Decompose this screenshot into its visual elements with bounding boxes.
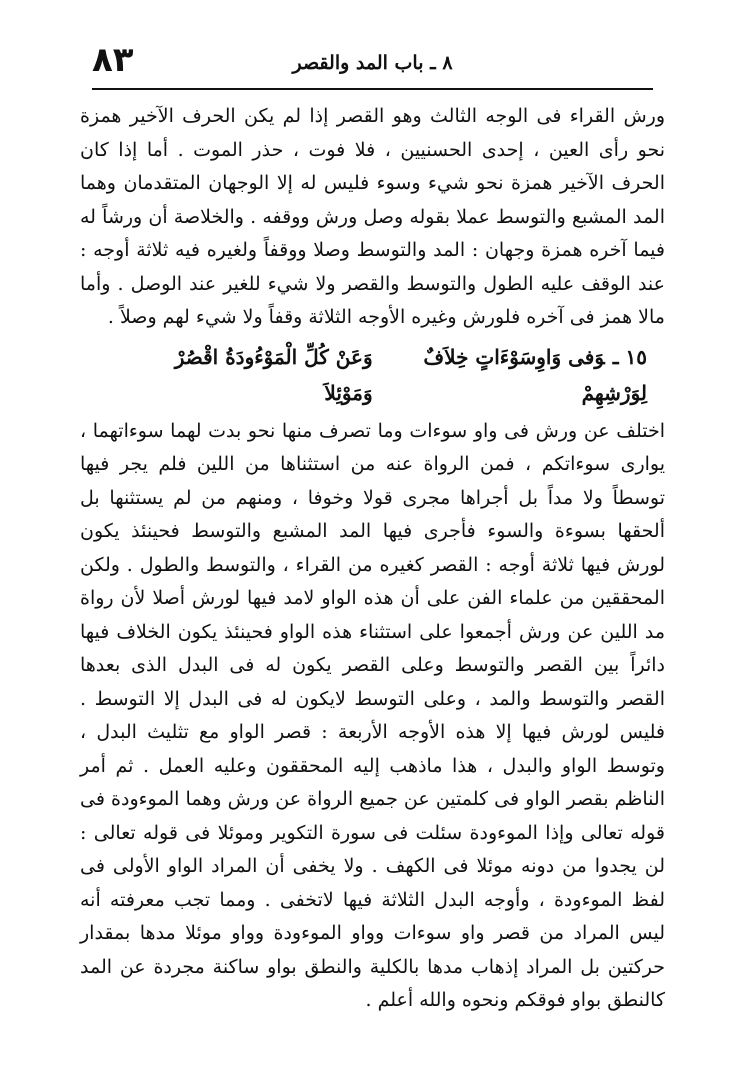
page-body [80,100,665,1018]
page-number: ٨٣ [92,40,134,80]
verse-number: ١٥ ـ [612,344,647,369]
chapter-title: ٨ ـ باب المد والقصر [292,52,453,74]
page-header [92,40,653,90]
verse-second-hemistich: وَعَنْ كُلِّ الْمَوْءُودَةُ اقْصُرْ وَمَوْئِلاَ [174,344,373,405]
paragraph-2: اختلف عن ورش فى واو سوءات وما تصرف منها نحو بدت لهما سوءاتهما ، يوارى سوءاتكم ، فمن الرواة عنه من استثناها من اللين فلم يجر فيها توسطاً ولا مداً بل أجراها مجرى قولا وخوفا ، ومنهم من لم يستثنها بل ألحقها بسوءة والسوء فأجرى فيها المد المشبع والتوسط فحينئذ يكون لورش فيها ثلاثة أوجه : القصر كغيره من القراء ، والتوسط والطول . ولكن المحققين من علماء الفن على أن هذه الواو لامد فيها لورش أصلا لأن رواة مد اللين عن ورش أجمعوا على استثناء هذه الواو فحينئذ يكون الخلاف فيها دائراً بين القصر والتوسط وعلى القصر يكون له فى البدل الذى بعدها القصر والتوسط والمد ، وعلى التوسط لايكون له فى البدل إلا التوسط . فليس لورش فيها إلا هذه الأوجه الأربعة : قصر الواو مع تثليث البدل ، وتوسط الواو والبدل ، هذا ماذهب إليه المحققون وعليه العمل . ثم أمر الناظم بقصر الواو فى كلمتين عن جميع الرواة عن ورش وهما الموءودة فى قوله تعالى وإذا الموءودة سئلت فى سورة التكوير وموئلا فى قوله تعالى : لن يجدوا من دونه موئلا فى الكهف . ولا يخفى أن المراد الواو الأولى فى لفظ الموءودة ، وأوجه البدل الثلاثة فيها لاتخفى . ومما تجب معرفته أنه ليس المراد من قصر واو سوءات وواو الموءودة وواو موئلا مدها بمقدار حركتين بل المراد إذهاب مدها بالكلية والنطق بواو ساكنة مجردة عن المد كالنطق بواو فوقكم ونحوه والله أعلم . [80,419,665,1011]
verse-first-text: وَفى وَاوِسَوْءَاتٍ خِلاَفٌ لِوَرْشِهِمْ [423,344,647,405]
verse-first-hemistich [373,339,647,411]
header-rule [92,88,653,90]
poem-verse [80,339,665,411]
paragraph-1: ورش القراء فى الوجه الثالث وهو القصر إذا لم يكن الحرف الآخير همزة نحو رأى العين ، إحدى الحسنيين ، فلا فوت ، حذر الموت . أما إذا كان الحرف الآخير همزة نحو شيء وسوء فليس له إلا الوجهان المتقدمان وهما المد المشبع والتوسط عملا بقوله وصل ورش ووقفه . والخلاصة أن ورشاً له فيما آخره همزة وجهان : المد والتوسط وصلا ووقفاً ولغيره فيه ثلاثة أوجه : عند الوقف عليه الطول والتوسط والقصر ولا شيء للغير عند الوصل . وأما مالا همز فى آخره فلورش وغيره الأوجه الثلاثة وقفاً ولا شيء لهم وصلاً . [80,105,665,328]
